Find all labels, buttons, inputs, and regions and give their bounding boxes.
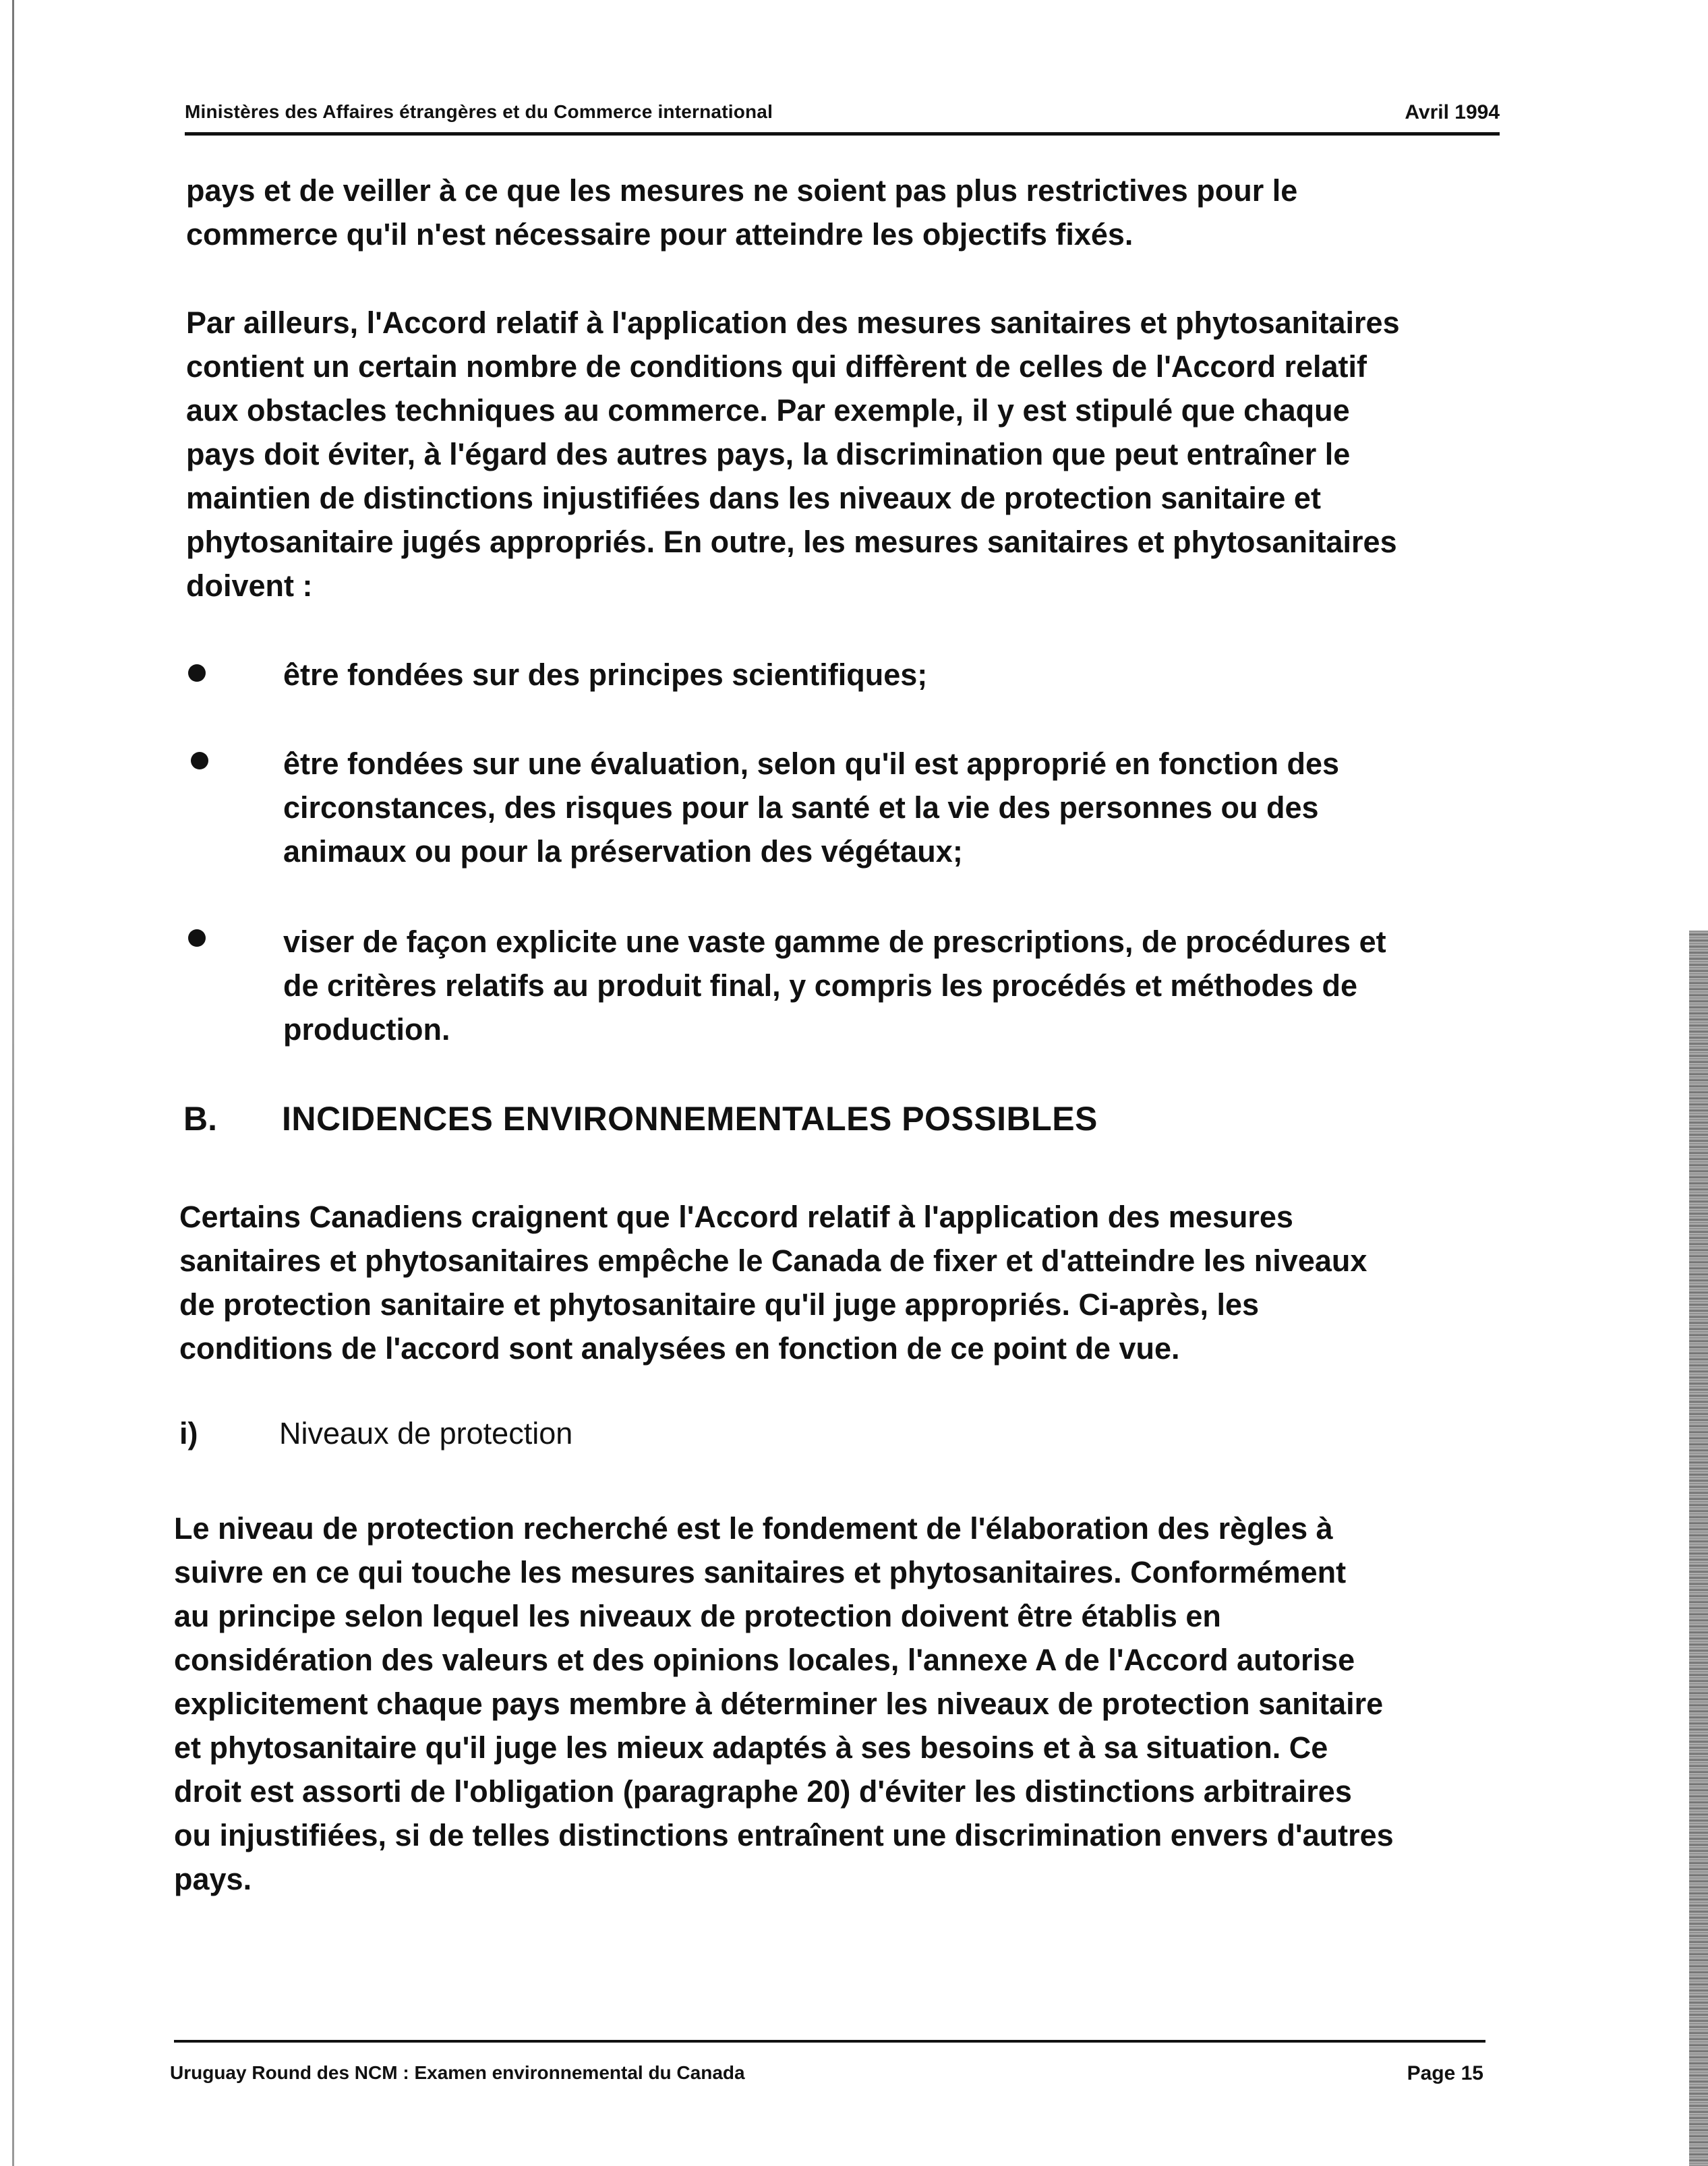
paragraph-2-line-6: phytosanitaire jugés appropriés. En outre, les mesures sanitaires et phytosanitaires [186,525,1397,559]
subsection-i-paragraph-line-6: et phytosanitaire qu'il juge les mieux adaptés à ses besoins et à sa situation. Ce [174,1730,1328,1765]
section-b-paragraph-line-2: sanitaires et phytosanitaires empêche le Canada de fixer et d'atteindre les niveaux [179,1243,1367,1278]
subsection-i-paragraph-line-9: pays. [174,1862,252,1896]
paragraph-2-line-5: maintien de distinctions injustifiées dans les niveaux de protection sanitaire et [186,481,1321,515]
footer-page-number: Page 15 [1407,2062,1483,2084]
bullet-3-line-2: de critères relatifs au produit final, y compris les procédés et méthodes de [283,968,1357,1003]
section-b-paragraph-line-1: Certains Canadiens craignent que l'Accord relatif à l'application des mesures [179,1200,1293,1234]
bullet-2-line-2: circonstances, des risques pour la santé et la vie des personnes ou des [283,790,1319,825]
subsection-i-paragraph-line-5: explicitement chaque pays membre à déterminer les niveaux de protection sanitaire [174,1687,1384,1721]
paragraph-2-line-7: doivent : [186,568,313,603]
section-b-paragraph-line-4: conditions de l'accord sont analysées en fonction de ce point de vue. [179,1331,1180,1366]
subsection-i-letter: i) [179,1416,198,1451]
bullet-dot-icon [188,664,206,682]
bullet-3-line-3: production. [283,1012,450,1047]
bullet-dot-icon [191,752,208,769]
footer-rule [174,2040,1485,2043]
footer-title: Uruguay Round des NCM : Examen environnemental du Canada [170,2062,745,2083]
section-b-paragraph-line-3: de protection sanitaire et phytosanitaire qu'il juge appropriés. Ci-après, les [179,1287,1260,1322]
subsection-i-paragraph-line-1: Le niveau de protection recherché est le fondement de l'élaboration des règles à [174,1511,1333,1546]
bullet-2-line-1: être fondées sur une évaluation, selon qu'il est approprié en fonction des [283,747,1339,781]
paragraph-2-line-1: Par ailleurs, l'Accord relatif à l'application des mesures sanitaires et phytosanitaires [186,305,1400,340]
page-header [185,101,1500,136]
paragraph-1-line-1: pays et de veiller à ce que les mesures ne soient pas plus restrictives pour le [186,173,1298,208]
paragraph-2-line-2: contient un certain nombre de conditions qui diffèrent de celles de l'Accord relatif [186,349,1367,384]
subsection-i-paragraph-line-2: suivre en ce qui touche les mesures sanitaires et phytosanitaires. Conformément [174,1555,1347,1589]
subsection-i-paragraph-line-8: ou injustifiées, si de telles distinctions entraînent une discrimination envers d'autres [174,1818,1394,1852]
subsection-i-title: Niveaux de protection [279,1416,573,1451]
scan-edge-right [1689,931,1708,2166]
paragraph-2-line-3: aux obstacles techniques au commerce. Par exemple, il y est stipulé que chaque [186,393,1350,428]
section-b-title: INCIDENCES ENVIRONNEMENTALES POSSIBLES [282,1100,1098,1138]
subsection-i-paragraph-line-7: droit est assorti de l'obligation (paragraphe 20) d'éviter les distinctions arbitraires [174,1774,1352,1809]
header-rule [185,132,1500,136]
subsection-i-paragraph-line-4: considération des valeurs et des opinions locales, l'annexe A de l'Accord autorise [174,1643,1355,1677]
bullet-1-line-1: être fondées sur des principes scientifiques; [283,657,928,692]
bullet-2-line-3: animaux ou pour la préservation des végétaux; [283,834,963,869]
paragraph-2-line-4: pays doit éviter, à l'égard des autres pays, la discrimination que peut entraîner le [186,437,1351,471]
bullet-dot-icon [188,929,206,947]
bullet-3-line-1: viser de façon explicite une vaste gamme de prescriptions, de procédures et [283,925,1386,959]
scan-edge-left [12,0,14,2166]
header-ministry: Ministères des Affaires étrangères et du Commerce international [185,101,773,122]
paragraph-1-line-2: commerce qu'il n'est nécessaire pour atteindre les objectifs fixés. [186,217,1133,252]
subsection-i-paragraph-line-3: au principe selon lequel les niveaux de protection doivent être établis en [174,1599,1221,1633]
section-b-letter: B. [183,1100,217,1138]
header-date: Avril 1994 [1405,101,1500,123]
